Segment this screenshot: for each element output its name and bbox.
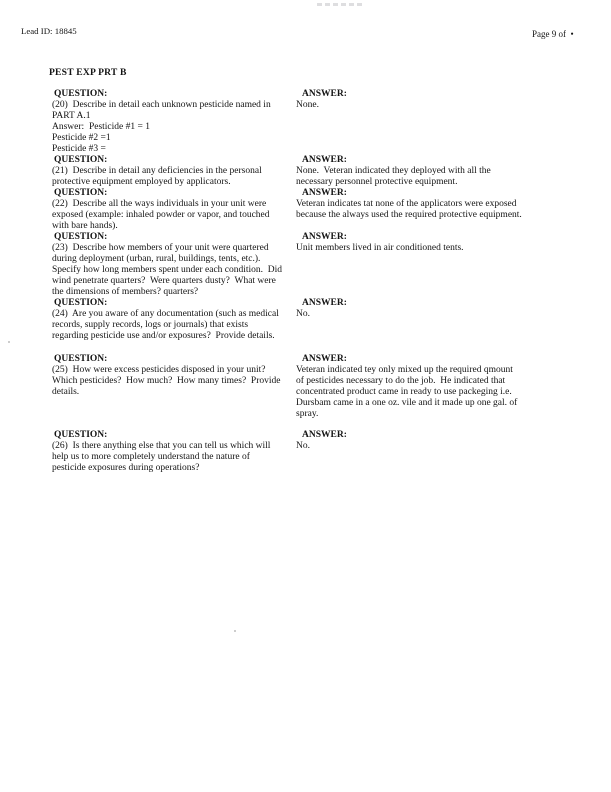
answer-label: ANSWER:: [302, 354, 347, 364]
answer-line: concentrated product came in ready to use packeging i.e.: [296, 387, 512, 397]
question-line: Which pesticides? How much? How many times? Provide: [52, 376, 281, 386]
question-column: [52, 430, 295, 474]
question-line: regarding pesticide use and/or exposures? Provide details.: [52, 331, 275, 341]
qa-block: [52, 155, 581, 188]
qa-blocks: [52, 89, 581, 474]
question-label: QUESTION:: [54, 430, 108, 440]
question-line: during deployment (urban, rural, buildings, tents, etc.).: [52, 254, 261, 264]
answer-line: None. Veteran indicated they deployed with all the: [296, 166, 491, 176]
answer-line: Unit members lived in air conditioned tents.: [296, 243, 464, 253]
qa-block: [52, 188, 581, 232]
question-line: (20) Describe in detail each unknown pesticide named in: [52, 100, 271, 110]
answer-column: [295, 89, 581, 111]
answer-column: [295, 298, 581, 320]
question-line: wind penetrate quarters? Were quarters dusty? What were: [52, 276, 276, 286]
qa-block: [52, 430, 581, 474]
question-label: QUESTION:: [54, 188, 108, 198]
question-label: QUESTION:: [54, 298, 108, 308]
answer-column: [295, 354, 581, 420]
answer-label: ANSWER:: [302, 298, 347, 308]
answer-label: ANSWER:: [302, 430, 347, 440]
question-line: (25) How were excess pesticides disposed in your unit?: [52, 365, 266, 375]
answer-line: spray.: [296, 409, 319, 419]
answer-label: ANSWER:: [302, 89, 347, 99]
question-line: the dimensions of members? quarters?: [52, 287, 199, 297]
question-label: QUESTION:: [54, 89, 108, 99]
question-line: PART A.1: [52, 111, 91, 121]
question-line: (23) Describe how members of your unit were quartered: [52, 243, 269, 253]
question-column: [52, 298, 295, 342]
question-line: Pesticide #2 =1: [52, 133, 111, 143]
qa-block: [52, 354, 581, 420]
answer-line: Veteran indicated tey only mixed up the required qmount: [296, 365, 513, 375]
question-column: [52, 89, 295, 155]
document-body: [49, 67, 581, 474]
question-line: help us to more completely understand the nature of: [52, 452, 250, 462]
question-line: (26) Is there anything else that you can tell us which will: [52, 441, 271, 451]
lead-id-label: Lead ID: 18845: [21, 26, 77, 36]
answer-column: [295, 188, 581, 221]
answer-line: necessary personnel protective equipment.: [296, 177, 458, 187]
answer-label: ANSWER:: [302, 232, 347, 242]
qa-block: [52, 89, 581, 155]
answer-column: [295, 155, 581, 188]
question-line: Pesticide #3 =: [52, 144, 106, 154]
question-label: QUESTION:: [54, 155, 108, 165]
question-line: (22) Describe all the ways individuals in your unit were: [52, 199, 267, 209]
answer-line: No.: [296, 309, 310, 319]
scan-speckle: [234, 630, 236, 632]
question-label: QUESTION:: [54, 354, 108, 364]
question-line: records, supply records, logs or journals) that exists: [52, 320, 249, 330]
question-line: pesticide exposures during operations?: [52, 463, 200, 473]
question-column: [52, 354, 295, 398]
question-column: [52, 232, 295, 298]
question-column: [52, 188, 295, 232]
answer-line: Dursbam came in a one oz. vile and it made up one gal. of: [296, 398, 518, 408]
answer-label: ANSWER:: [302, 188, 347, 198]
question-line: exposed (example: inhaled powder or vapor, and touched: [52, 210, 270, 220]
question-line: details.: [52, 387, 80, 397]
page-number-label: Page 9 of •: [532, 29, 574, 39]
answer-line: of pesticides necessary to do the job. He indicated that: [296, 376, 506, 386]
question-line: protective equipment employed by applicators.: [52, 177, 231, 187]
qa-block: [52, 298, 581, 342]
question-line: with bare hands).: [52, 221, 118, 231]
answer-label: ANSWER:: [302, 155, 347, 165]
scan-speckle: [8, 341, 10, 343]
answer-column: [295, 430, 581, 452]
question-label: QUESTION:: [54, 232, 108, 242]
question-column: [52, 155, 295, 188]
question-line: Specify how long members spent under each condition. Did: [52, 265, 283, 275]
document-title: PEST EXP PRT B: [49, 67, 127, 78]
answer-line: None.: [296, 100, 319, 110]
question-line: (21) Describe in detail any deficiencies in the personal: [52, 166, 262, 176]
answer-line: Veteran indicates tat none of the applicators were exposed: [296, 199, 517, 209]
scan-artifact: [317, 3, 365, 6]
answer-line: because the always used the required protective equipment.: [296, 210, 522, 220]
question-line: (24) Are you aware of any documentation (such as medical: [52, 309, 279, 319]
question-line: Answer: Pesticide #1 = 1: [52, 122, 150, 132]
answer-column: [295, 232, 581, 254]
qa-block: [52, 232, 581, 298]
answer-line: No.: [296, 441, 310, 451]
